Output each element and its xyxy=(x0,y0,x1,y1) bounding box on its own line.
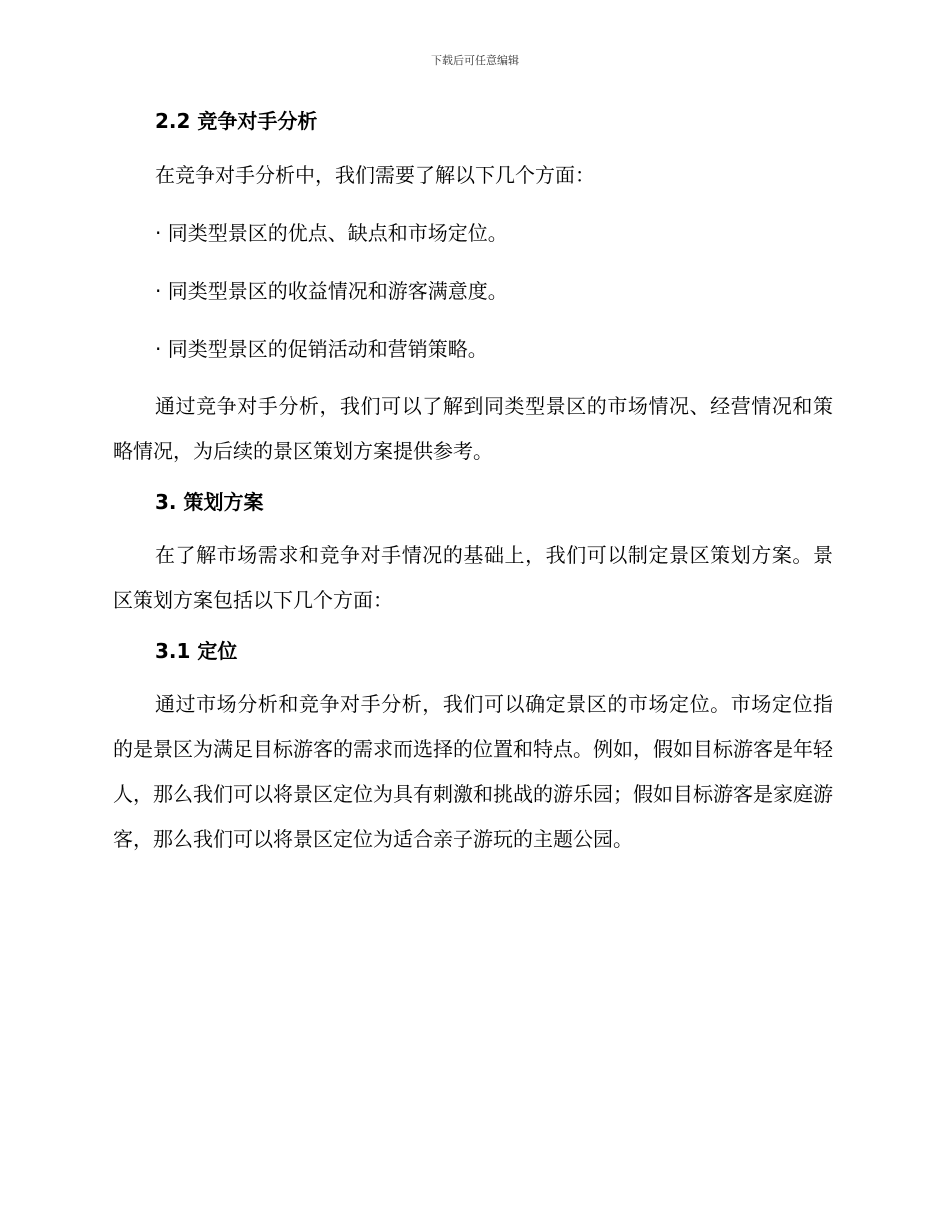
section-3-intro: 在了解市场需求和竞争对手情况的基础上，我们可以制定景区策划方案。景区策划方案包括以下几个方面： xyxy=(113,543,833,612)
bullet-item: · 同类型景区的促销活动和营销策略。 xyxy=(155,337,488,361)
bullet-item: · 同类型景区的优点、缺点和市场定位。 xyxy=(155,221,508,245)
page-header: 下载后可任意编辑 xyxy=(431,54,519,67)
document-content xyxy=(113,106,833,862)
bullet-item: · 同类型景区的收益情况和游客满意度。 xyxy=(155,279,508,303)
section-2-2-summary: 通过竞争对手分析，我们可以了解到同类型景区的市场情况、经营情况和策略情况，为后续的景区策划方案提供参考。 xyxy=(113,394,833,463)
section-heading-2-2: 2.2 竞争对手分析 xyxy=(155,109,318,133)
section-3-1-body: 通过市场分析和竞争对手分析，我们可以确定景区的市场定位。市场定位指的是景区为满足目标游客的需求而选择的位置和特点。例如，假如目标游客是年轻人，那么我们可以将景区定位为具有刺激和挑战的游乐园；假如目标游客是家庭游客，那么我们可以将景区定位为适合亲子游玩的主题公园。 xyxy=(113,692,833,851)
section-heading-3-1: 3.1 定位 xyxy=(155,639,238,663)
section-heading-3: 3. 策划方案 xyxy=(155,490,264,514)
section-2-2-intro: 在竞争对手分析中，我们需要了解以下几个方面： xyxy=(155,163,595,187)
bullet-list xyxy=(113,204,833,378)
